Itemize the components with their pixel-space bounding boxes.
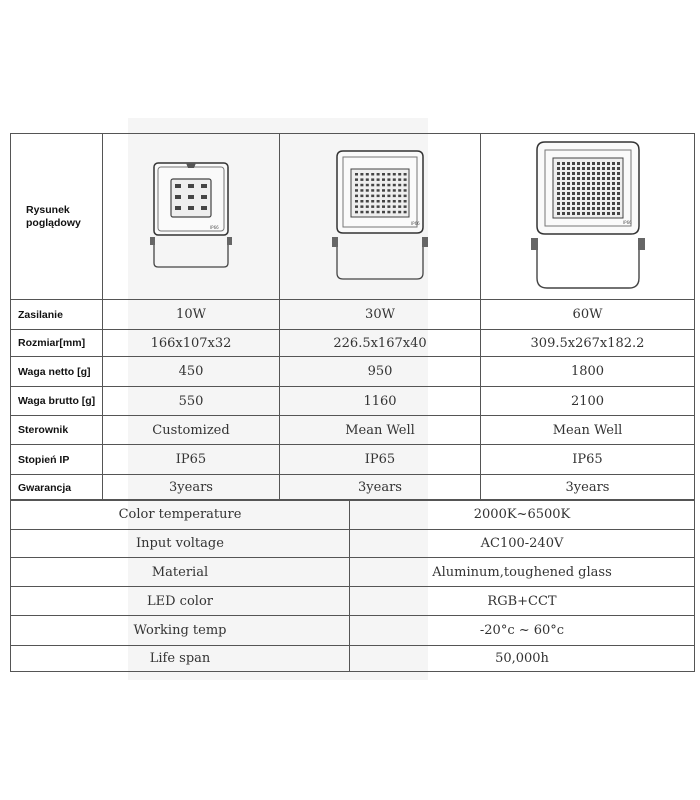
row-label: Gwarancja [11,475,103,501]
cell-value: 30W [280,300,481,330]
row-label: Waga brutto [g] [11,387,103,416]
spec-row [11,475,695,501]
cell-value: 2100 [481,387,695,416]
row-label: Zasilanie [11,300,103,330]
row-label: Stopień IP [11,445,103,475]
common-spec-table [10,499,695,672]
spec-label: Material [11,558,350,587]
spec-label: Color temperature [11,500,350,530]
cell-value: 3years [103,475,280,501]
spec-value: Aluminum,toughened glass [350,558,695,587]
spec-label: Life span [11,646,350,672]
cell-value: 10W [103,300,280,330]
product-image-10w [103,134,280,300]
cell-value: IP65 [103,445,280,475]
product-image-60w [481,134,695,300]
spec-row [11,300,695,330]
cell-value: 3years [481,475,695,501]
spec-row [11,330,695,357]
spec-value: 2000K~6500K [350,500,695,530]
row-label: Waga netto [g] [11,357,103,387]
spec-row [11,445,695,475]
spec-row [11,387,695,416]
cell-value: Mean Well [481,416,695,445]
ip-marking: IP66 [411,220,420,226]
ip-marking: IP66 [210,224,219,230]
image-row-label: Rysunek poglądowy [11,134,103,300]
cell-value: 450 [103,357,280,387]
cell-value: 550 [103,387,280,416]
cell-value: 1160 [280,387,481,416]
floodlight-large-icon [523,138,653,296]
product-spec-table [10,133,695,501]
cell-value: 1800 [481,357,695,387]
spec-row [11,357,695,387]
spec-value: RGB+CCT [350,587,695,616]
cell-value: 950 [280,357,481,387]
spec-value: AC100-240V [350,530,695,558]
cell-value: 3years [280,475,481,501]
cell-value: 309.5x267x182.2 [481,330,695,357]
common-spec-row [11,646,695,672]
spec-label: Working temp [11,616,350,646]
spec-value: -20°c ~ 60°c [350,616,695,646]
cell-value: Customized [103,416,280,445]
cell-value: 226.5x167x40 [280,330,481,357]
row-label: Sterownik [11,416,103,445]
common-spec-row [11,558,695,587]
cell-value: Mean Well [280,416,481,445]
cell-value: IP65 [481,445,695,475]
row-label: Rozmiar[mm] [11,330,103,357]
spec-label: LED color [11,587,350,616]
spec-label: Input voltage [11,530,350,558]
cell-value: 60W [481,300,695,330]
common-spec-row [11,530,695,558]
floodlight-medium-icon [325,147,435,287]
spec-row [11,416,695,445]
common-spec-row [11,587,695,616]
product-image-30w [280,134,481,300]
common-spec-row [11,500,695,530]
common-spec-row [11,616,695,646]
floodlight-small-icon [146,157,236,277]
ip-marking: IP66 [622,219,632,225]
cell-value: 166x107x32 [103,330,280,357]
cell-value: IP65 [280,445,481,475]
spec-value: 50,000h [350,646,695,672]
image-row [11,134,695,300]
